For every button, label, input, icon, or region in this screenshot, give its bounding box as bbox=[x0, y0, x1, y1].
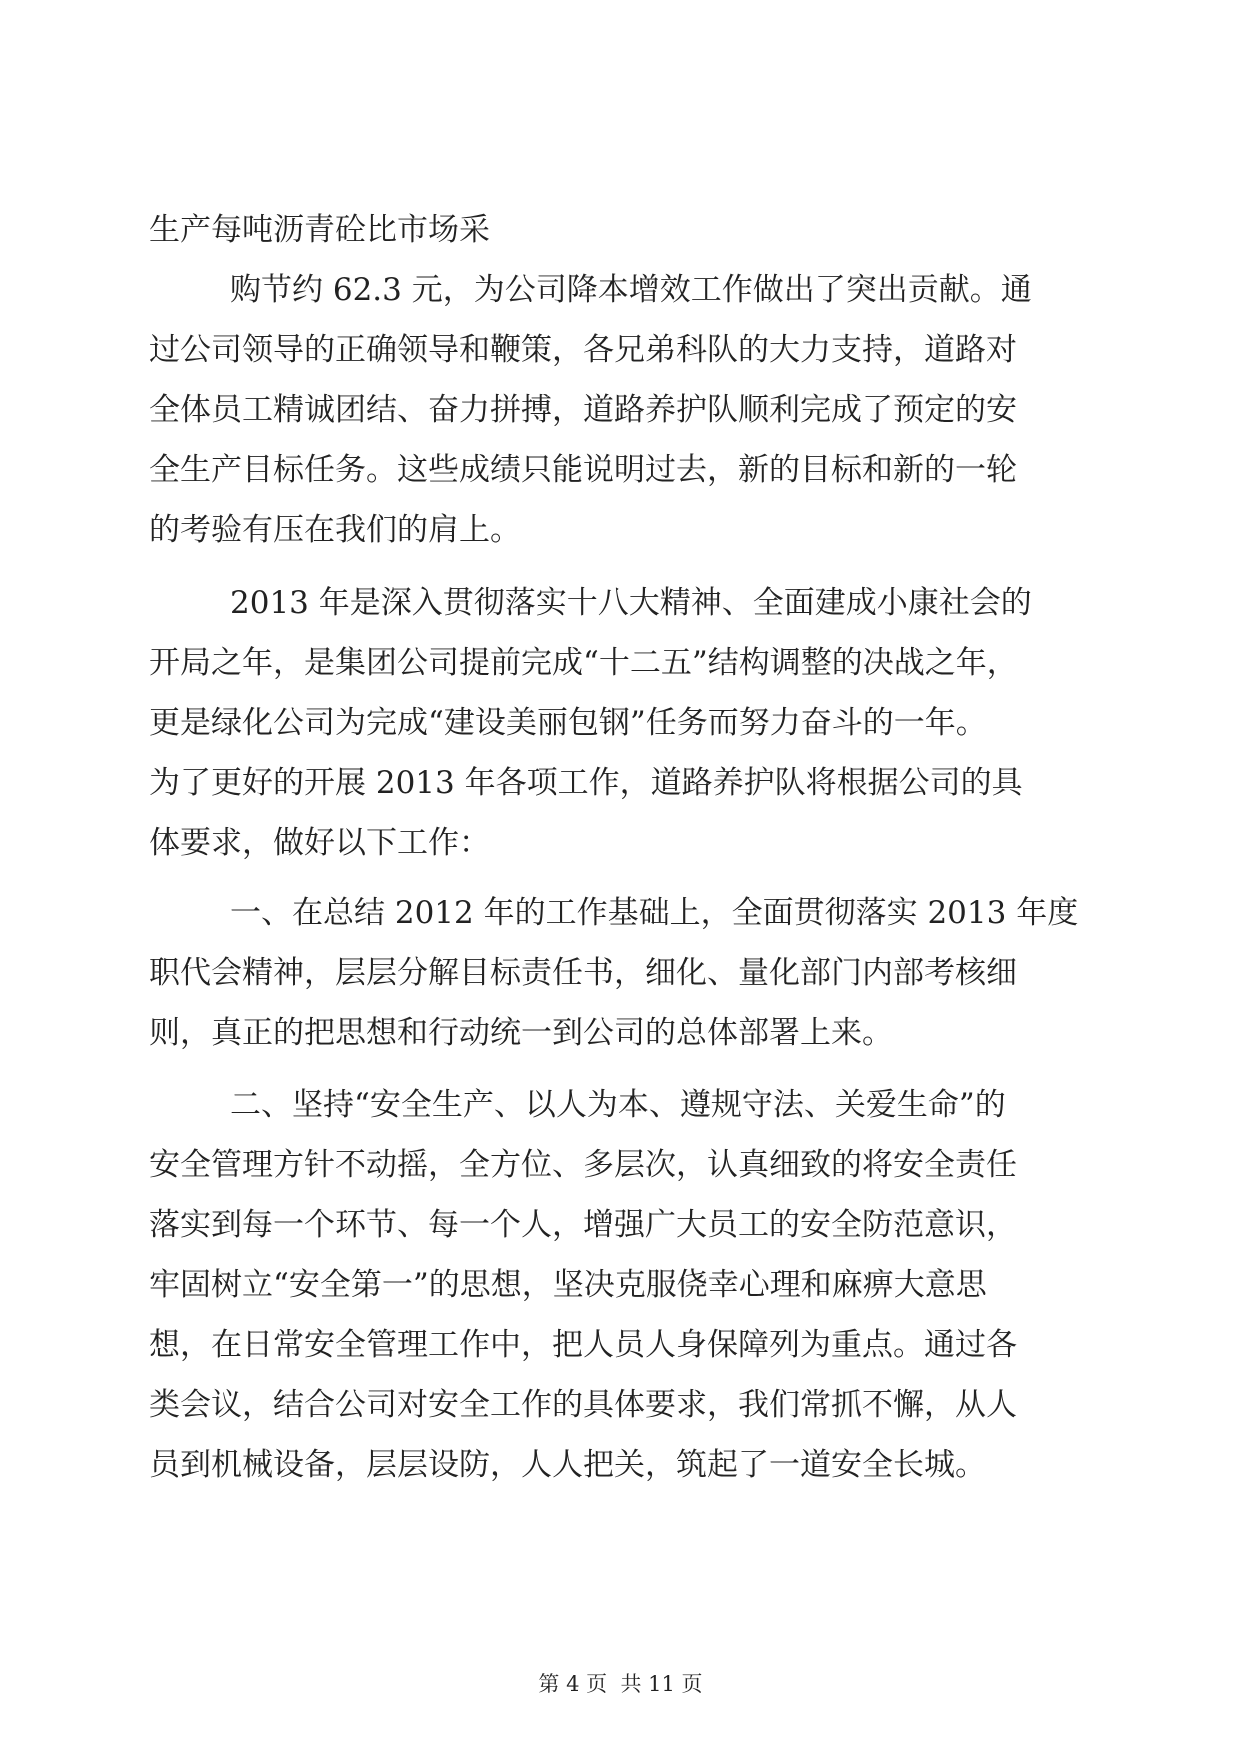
body-text-line: 为了更好的开展 2013 年各项工作，道路养护队将根据公司的具 bbox=[149, 765, 1023, 801]
body-text-line: 体要求，做好以下工作： bbox=[149, 825, 490, 861]
body-text-line: 全生产目标任务。这些成绩只能说明过去，新的目标和新的一轮 bbox=[149, 452, 1017, 488]
body-text-line: 安全管理方针不动摇，全方位、多层次，认真细致的将安全责任 bbox=[149, 1147, 1017, 1183]
page-number-footer: 第 4 页 共 11 页 bbox=[538, 1672, 703, 1696]
body-text-line: 员到机械设备，层层设防，人人把关，筑起了一道安全长城。 bbox=[149, 1447, 986, 1483]
body-text-line: 一、在总结 2012 年的工作基础上，全面贯彻落实 2013 年度 bbox=[230, 895, 1079, 931]
body-text-line: 更是绿化公司为完成“建设美丽包钢”任务而努力奋斗的一年。 bbox=[149, 705, 987, 741]
body-text-line: 2013 年是深入贯彻落实十八大精神、全面建成小康社会的 bbox=[230, 585, 1032, 621]
body-text-line: 类会议，结合公司对安全工作的具体要求，我们常抓不懈，从人 bbox=[149, 1387, 1017, 1423]
body-text-line: 的考验有压在我们的肩上。 bbox=[149, 512, 521, 548]
body-text-line: 二、坚持“安全生产、以人为本、遵规守法、关爱生命”的 bbox=[230, 1087, 1006, 1123]
body-text-line: 开局之年，是集团公司提前完成“十二五”结构调整的决战之年， bbox=[149, 645, 1018, 681]
body-text-line: 想，在日常安全管理工作中，把人员人身保障列为重点。通过各 bbox=[149, 1327, 1017, 1363]
body-text-line: 过公司领导的正确领导和鞭策，各兄弟科队的大力支持，道路对 bbox=[149, 332, 1017, 368]
body-text-line: 牢固树立“安全第一”的思想，坚决克服侥幸心理和麻痹大意思 bbox=[149, 1267, 987, 1303]
body-text-line: 则，真正的把思想和行动统一到公司的总体部署上来。 bbox=[149, 1015, 893, 1051]
body-text-line: 生产每吨沥青砼比市场采 bbox=[149, 212, 490, 248]
body-text-line: 购节约 62.3 元，为公司降本增效工作做出了突出贡献。通 bbox=[230, 272, 1032, 308]
body-text-line: 职代会精神，层层分解目标责任书，细化、量化部门内部考核细 bbox=[149, 955, 1017, 991]
body-text-line: 全体员工精诚团结、奋力拼搏，道路养护队顺利完成了预定的安 bbox=[149, 392, 1017, 428]
body-text-line: 落实到每一个环节、每一个人，增强广大员工的安全防范意识， bbox=[149, 1207, 1017, 1243]
